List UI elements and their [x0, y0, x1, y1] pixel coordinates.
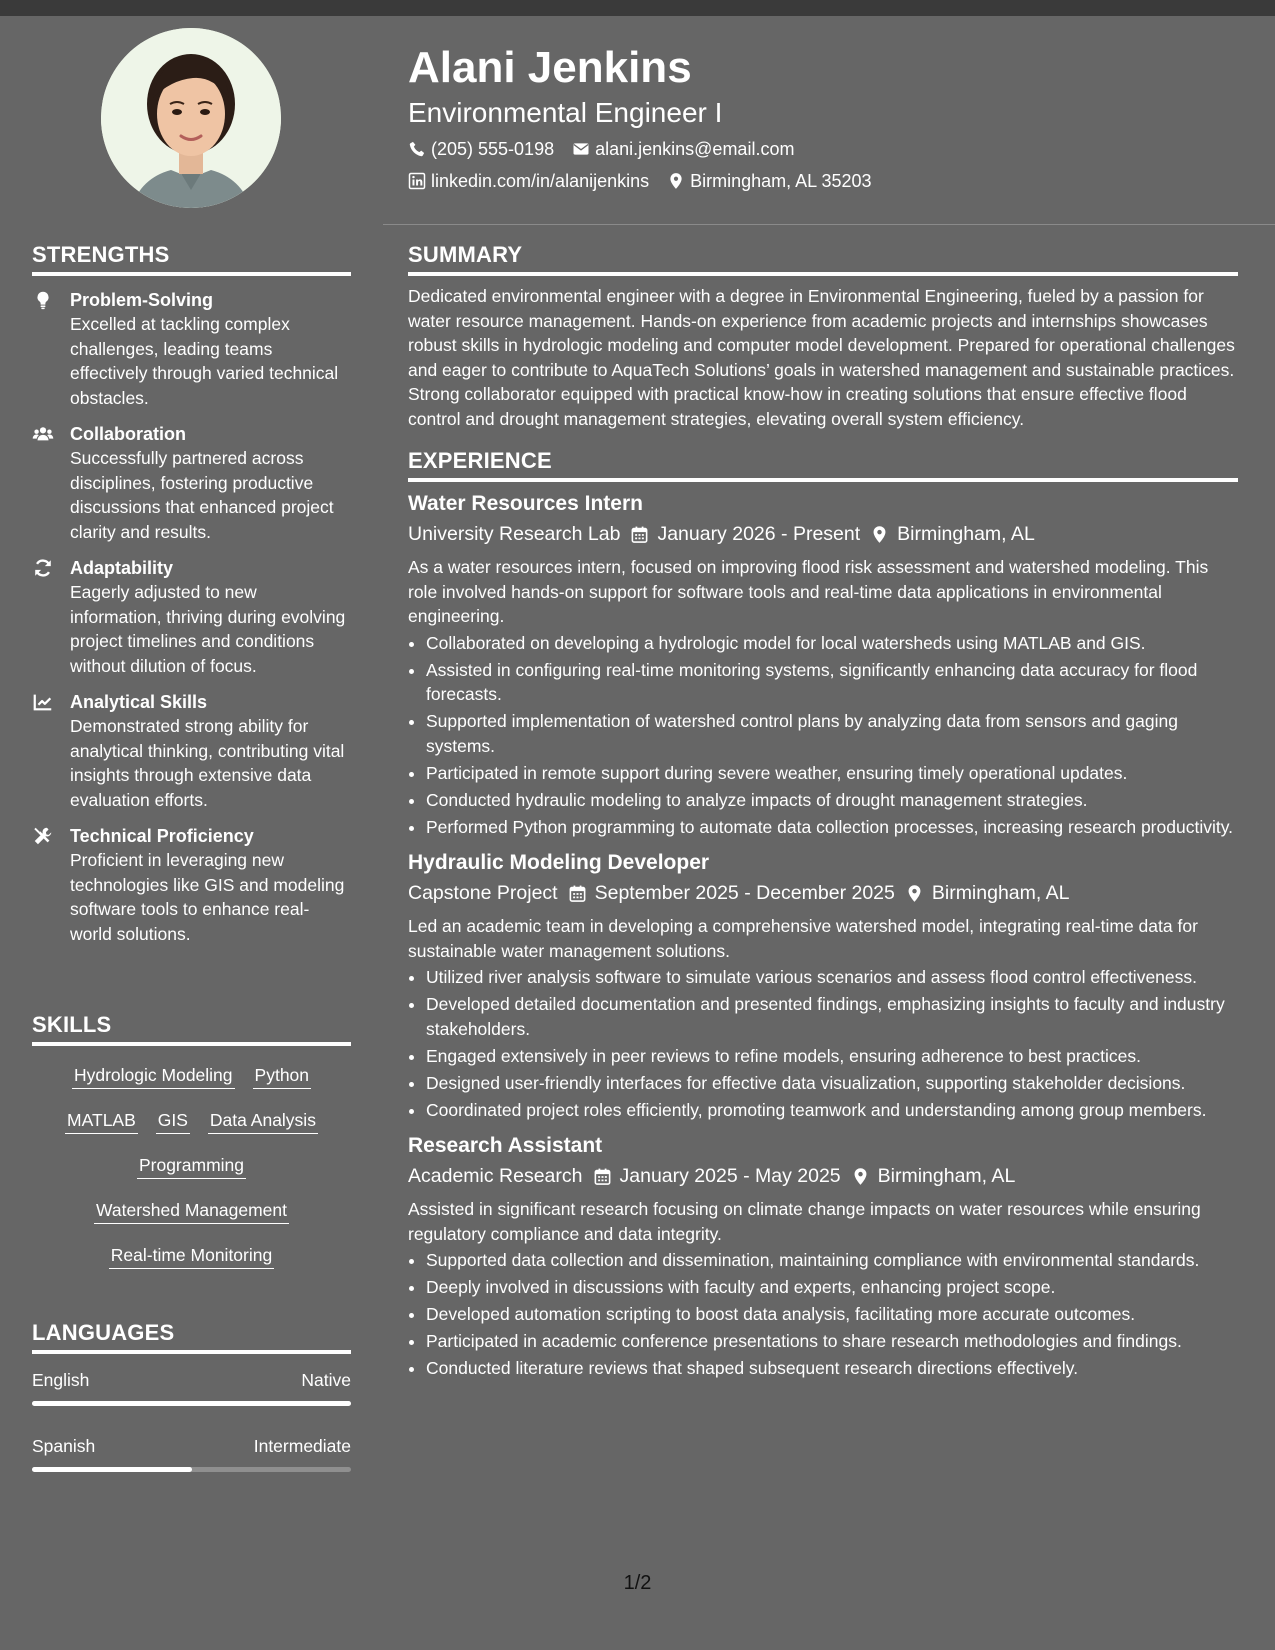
contact-row [408, 168, 1238, 194]
job-location-text: Birmingham, AL [931, 882, 1070, 904]
job-description: As a water resources intern, focused on improving flood risk assessment and watershed modeling. This role involved hands-on support for software tools and real-time data applications in environmental engineering. [408, 557, 1209, 626]
job-bullet: • Conducted literature reviews that shaped subsequent research directions effectively. [426, 1356, 1238, 1381]
job-bullet: • Deeply involved in discussions with faculty and experts, enhancing project scope. [426, 1275, 1238, 1300]
envelope-icon [572, 140, 590, 158]
skill-tag: MATLAB [65, 1109, 138, 1134]
contact-row [408, 136, 1238, 162]
job-bullet: • Participated in remote support during severe weather, ensuring timely operational updates. [426, 761, 1238, 786]
calendar-icon [593, 1167, 612, 1186]
resume-header [408, 42, 1238, 194]
skill-tag: Real-time Monitoring [109, 1244, 274, 1269]
job-organization: Academic Research [408, 1165, 583, 1187]
language-proficiency-fill [32, 1401, 351, 1406]
languages-heading: LANGUAGES [32, 1320, 351, 1354]
skill-tag: Watershed Management [94, 1199, 289, 1224]
job-location [851, 1163, 1016, 1189]
job-title: Water Resources Intern [408, 492, 643, 515]
profile-photo [101, 28, 281, 208]
calendar-icon [568, 884, 587, 903]
phone-icon [408, 140, 426, 158]
job-dates-text: September 2025 - December 2025 [594, 882, 895, 904]
job-organization: Capstone Project [408, 882, 558, 904]
job-bullet: • Supported implementation of watershed control plans by analyzing data from sensors and gaging systems. [426, 709, 1238, 758]
skill-row [32, 1099, 351, 1144]
skill-row [32, 1144, 351, 1189]
main-column [408, 242, 1238, 1383]
strength-item [32, 690, 351, 812]
language-item [32, 1436, 351, 1472]
users-icon [32, 423, 54, 445]
job-entry [408, 490, 1238, 839]
top-bar [0, 0, 1275, 16]
job-bullet: • Supported data collection and dissemination, maintaining compliance with environmental standards. [426, 1248, 1238, 1273]
job-bullet: • Developed automation scripting to boost data analysis, facilitating more accurate outcomes. [426, 1302, 1238, 1327]
page-number: 1/2 [623, 1572, 652, 1594]
experience-heading: EXPERIENCE [408, 448, 1238, 482]
strength-name: Analytical Skills [70, 692, 208, 712]
skills-heading: SKILLS [32, 1012, 351, 1046]
job-title: Research Assistant [408, 1134, 603, 1157]
job-meta [408, 880, 1238, 906]
job-bullet: • Participated in academic conference presentations to share research methodologies and findings. [426, 1329, 1238, 1354]
strength-name: Technical Proficiency [70, 826, 254, 846]
job-bullet: • Developed detailed documentation and presented findings, emphasizing insights to faculty and industry stakeholders. [426, 992, 1238, 1041]
job-bullet: • Designed user-friendly interfaces for effective data visualization, supporting stakeholder decisions. [426, 1071, 1238, 1096]
tools-icon [32, 825, 54, 847]
job-location [905, 880, 1070, 906]
job-description: Led an academic team in developing a comprehensive watershed model, integrating real-time data for sustainable water management solutions. [408, 916, 1198, 961]
job-title: Hydraulic Modeling Developer [408, 851, 710, 874]
phone-text: (205) 555-0198 [431, 139, 555, 159]
job-location-text: Birmingham, AL [877, 1165, 1016, 1187]
job-dates-text: January 2025 - May 2025 [619, 1165, 841, 1187]
job-dates [630, 521, 860, 547]
summary-section [408, 242, 1238, 431]
language-proficiency-bar [32, 1401, 351, 1406]
location-text: Birmingham, AL 35203 [690, 171, 872, 191]
job-bullets [408, 965, 1238, 1122]
job-bullet: • Performed Python programming to automate data collection processes, increasing research productivity. [426, 815, 1238, 840]
strength-item [32, 824, 351, 946]
strength-item [32, 556, 351, 678]
strength-description: Excelled at tackling complex challenges, leading teams effectively through varied technical obstacles. [70, 314, 339, 408]
language-level: Native [301, 1370, 351, 1390]
job-location [870, 521, 1035, 547]
language-proficiency-fill [32, 1467, 192, 1472]
map-pin-icon [870, 525, 889, 544]
map-pin-icon [851, 1167, 870, 1186]
skill-tag: Data Analysis [208, 1109, 318, 1134]
skill-row [32, 1054, 351, 1099]
language-name: Spanish [32, 1436, 96, 1456]
job-location-text: Birmingham, AL [897, 523, 1035, 545]
skill-tag: Python [253, 1064, 311, 1089]
candidate-job-title: Environmental Engineer I [408, 97, 723, 128]
experience-section [408, 448, 1238, 1381]
job-bullet: • Coordinated project roles efficiently, promoting teamwork and understanding among group members. [426, 1098, 1238, 1123]
language-proficiency-bar [32, 1467, 351, 1472]
candidate-name: Alani Jenkins [408, 43, 692, 92]
job-bullet: • Assisted in configuring real-time monitoring systems, significantly enhancing data accuracy for flood forecasts. [426, 658, 1238, 707]
strength-description: Demonstrated strong ability for analytical thinking, contributing vital insights through extensive data evaluation efforts. [70, 716, 345, 810]
linkedin-icon [408, 172, 426, 190]
strength-description: Successfully partnered across disciplines, fostering productive discussions that enhanced project clarity and results. [70, 448, 334, 542]
contact-email[interactable] [572, 136, 794, 162]
contact-phone [408, 136, 554, 162]
job-dates [568, 880, 895, 906]
job-bullet: • Engaged extensively in peer reviews to refine models, ensuring adherence to best practices. [426, 1044, 1238, 1069]
skill-row [32, 1234, 351, 1279]
job-bullets [408, 1248, 1238, 1381]
map-pin-icon [905, 884, 924, 903]
job-meta [408, 1163, 1238, 1189]
summary-text: Dedicated environmental engineer with a degree in Environmental Engineering, fueled by a passion for water resource management. Hands-on experience from academic projects and internships showcases robust skills in hydrologic modeling and computer model development. Prepared for operational challenges and eager to contribute to AquaTech Solutions’ goals in watershed management and sustainable practices. Strong collaborator equipped with practical know-how in creating solutions that ensure effective flood control and drought management strategies, elevating overall system efficiency. [408, 286, 1235, 429]
job-bullet: • Collaborated on developing a hydrologic model for local watersheds using MATLAB and GIS. [426, 631, 1238, 656]
strength-name: Adaptability [70, 558, 174, 578]
strength-item [32, 422, 351, 544]
job-bullets [408, 631, 1238, 840]
language-item [32, 1370, 351, 1406]
summary-heading: SUMMARY [408, 242, 1238, 276]
strengths-heading: STRENGTHS [32, 242, 351, 276]
chart-line-icon [32, 691, 54, 713]
job-entry [408, 849, 1238, 1122]
linkedin-text: linkedin.com/in/alanijenkins [431, 171, 650, 191]
sync-icon [32, 557, 54, 579]
job-description: Assisted in significant research focusing on climate change impacts on water resources while ensuring regulatory compliance and data integrity. [408, 1199, 1201, 1244]
job-organization: University Research Lab [408, 523, 621, 545]
job-dates [593, 1163, 841, 1189]
language-name: English [32, 1370, 90, 1390]
email-text: alani.jenkins@email.com [595, 139, 795, 159]
job-bullet: • Utilized river analysis software to simulate various scenarios and assess flood control effectiveness. [426, 965, 1238, 990]
skill-tag: Hydrologic Modeling [72, 1064, 235, 1089]
job-bullet: • Conducted hydraulic modeling to analyze impacts of drought management strategies. [426, 788, 1238, 813]
strengths-section [32, 242, 351, 946]
skill-tag: Programming [137, 1154, 246, 1179]
contact-location [667, 168, 871, 194]
skill-row [32, 1189, 351, 1234]
job-dates-text: January 2026 - Present [657, 523, 861, 545]
skills-section [32, 1012, 351, 1279]
calendar-icon [630, 525, 649, 544]
strength-name: Problem-Solving [70, 290, 214, 310]
contact-linkedin[interactable] [408, 168, 649, 194]
strength-item [32, 288, 351, 410]
map-pin-icon [667, 172, 685, 190]
skill-tags [32, 1054, 351, 1279]
strength-description: Proficient in leveraging new technologies like GIS and modeling software tools to enhance real-world solutions. [70, 850, 345, 944]
job-entry [408, 1132, 1238, 1381]
strength-description: Eagerly adjusted to new information, thriving during evolving project timelines and conditions without dilution of focus. [70, 582, 346, 676]
strength-name: Collaboration [70, 424, 186, 444]
lightbulb-icon [32, 289, 54, 311]
languages-section [32, 1320, 351, 1472]
skill-tag: GIS [156, 1109, 190, 1134]
language-level: Intermediate [253, 1436, 351, 1456]
job-meta [408, 521, 1238, 547]
header-divider [383, 224, 1275, 225]
